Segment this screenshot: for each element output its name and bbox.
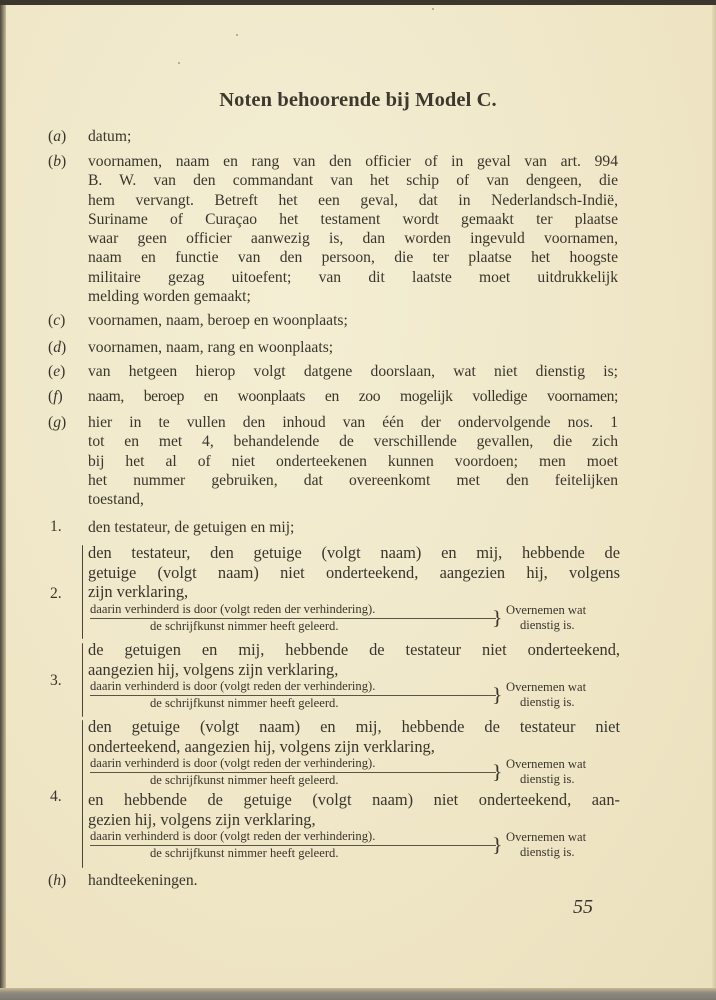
note-line: naam en functie van den persoon, die ter plaatse het hoogste <box>88 249 618 267</box>
note-label: (c) <box>48 312 66 329</box>
note-line: Suriname of Curaçao het testament wordt gemaakt ter plaatse <box>88 210 618 228</box>
note-line: tot en met 4, behandelende de verschillende gevallen, die zich <box>88 433 618 451</box>
note-label: (e) <box>48 363 66 380</box>
page-bottom-edge <box>0 988 716 1000</box>
case-line: onderteekend, aangezien hij, volgens zijn verklaring, <box>88 736 435 756</box>
case-line: aangezien hij, volgens zijn verklaring, <box>88 659 339 679</box>
note-line: toestand, <box>88 491 144 509</box>
brace-icon: } <box>492 605 503 629</box>
alternative-choice <box>88 756 620 790</box>
note-line: B. W. van den commandant van het schip of van dengeen, die <box>88 172 618 190</box>
brace-icon: } <box>492 760 503 783</box>
paper-speck <box>178 62 180 64</box>
alternative-option-b: de schrijfkunst nimmer heeft geleerd. <box>150 773 339 787</box>
alternative-option-a: daarin verhinderd is door (volgt reden der verhindering). <box>90 602 496 619</box>
brace-icon: } <box>492 833 503 856</box>
case-line: den getuige (volgt naam) en mij, hebbende de testateur niet <box>88 717 620 736</box>
alternative-choice <box>88 829 620 863</box>
note-line: militaire gezag uitoefent; van dit laatste moet uitdrukkelijk <box>88 268 618 286</box>
case-line: en hebbende de getuige (volgt naam) niet onderteekend, aan- <box>88 790 620 809</box>
paper-speck <box>432 8 434 10</box>
case-brace <box>82 545 83 639</box>
alternative-option-b: de schrijfkunst nimmer heeft geleerd. <box>150 696 339 710</box>
note-label: (d) <box>48 339 67 356</box>
case-brace <box>82 720 83 868</box>
note-e <box>48 362 618 381</box>
note-h <box>48 871 618 890</box>
note-line: het nummer gebruiken, dat overeenkomt met den feitelijken <box>88 471 618 489</box>
note-b <box>48 152 618 306</box>
instruction-text: dienstig is. <box>520 845 575 859</box>
case-brace <box>82 643 83 717</box>
note-line: datum; <box>88 128 132 145</box>
note-label: (g) <box>48 414 67 431</box>
case-4 <box>88 717 620 863</box>
note-line: waar geen officier aanwezig is, dan worden ingevuld voornamen, <box>88 230 618 248</box>
note-d <box>48 338 618 357</box>
alternative-choice <box>88 602 620 636</box>
page-right-edge <box>712 5 716 990</box>
case-line: den testateur, den getuige (volgt naam) en mij, hebbende de <box>88 543 620 562</box>
note-line: van hetgeen hierop volgt datgene doorslaan, wat niet dienstig is; <box>88 363 618 380</box>
page-binding-edge <box>0 5 6 1000</box>
case-2 <box>88 543 620 636</box>
case-line: zijn verklaring, <box>88 582 189 601</box>
note-g <box>48 413 618 509</box>
alternative-option-b: de schrijfkunst nimmer heeft geleerd. <box>150 846 339 860</box>
instruction-text: dienstig is. <box>520 617 575 632</box>
note-line: voornamen, naam, beroep en woonplaats; <box>88 312 348 329</box>
case-line: de getuigen en mij, hebbende de testateur niet onderteekend, <box>88 640 620 659</box>
instruction-text: Overnemen wat <box>506 830 587 844</box>
note-c <box>48 311 618 330</box>
note-label: (b) <box>48 153 67 170</box>
alternative-option-a: daarin verhinderd is door (volgt reden der verhindering). <box>90 829 496 846</box>
note-label: (a) <box>48 128 67 145</box>
case-line: getuige (volgt naam) niet onderteekend, aangezien hij, volgens <box>88 562 620 582</box>
case-line: gezien hij, volgens zijn verklaring, <box>88 809 316 829</box>
case-1 <box>48 518 618 537</box>
note-f <box>48 387 618 406</box>
instruction-text: Overnemen wat <box>506 602 587 617</box>
note-a <box>48 127 618 146</box>
brace-icon: } <box>492 683 503 706</box>
note-line: handteekeningen. <box>88 872 198 889</box>
note-line: bij het al of niet onderteekenen kunnen voordoen; men moet <box>88 452 618 470</box>
instruction-text: Overnemen wat <box>506 757 587 771</box>
case-text: den testateur, de getuigen en mij; <box>88 519 295 536</box>
case-number: 4. <box>50 788 62 805</box>
instruction-text: Overnemen wat <box>506 680 587 694</box>
note-line: hem vervangt. Betreft het een geval, dat in Nederlandsch-Indië, <box>88 191 618 209</box>
note-label: (f) <box>48 388 63 405</box>
alternative-choice <box>88 679 620 713</box>
case-number: 3. <box>50 672 62 689</box>
note-line: voornamen, naam en rang van den officier of in geval van art. 994 <box>88 153 618 170</box>
instruction-text: dienstig is. <box>520 772 575 786</box>
note-line: hier in te vullen den inhoud van één der ondervolgende nos. 1 <box>88 414 618 431</box>
case-number: 1. <box>50 518 62 535</box>
alternative-option-b: de schrijfkunst nimmer heeft geleerd. <box>150 618 339 633</box>
case-number: 2. <box>50 585 62 602</box>
note-label: (h) <box>48 872 67 889</box>
note-line: melding worden gemaakt; <box>88 288 251 306</box>
note-line: voornamen, naam, rang en woonplaats; <box>88 339 334 356</box>
page-number: 55 <box>573 896 593 918</box>
alternative-option-a: daarin verhinderd is door (volgt reden der verhindering). <box>90 756 496 773</box>
note-line: naam, beroep en woonplaats en zoo mogelijk volledige voornamen; <box>88 388 618 405</box>
instruction-text: dienstig is. <box>520 695 575 709</box>
alternative-option-a: daarin verhinderd is door (volgt reden der verhindering). <box>90 679 496 696</box>
paper-speck <box>236 34 238 36</box>
case-3 <box>88 640 620 713</box>
page-title: Noten behoorende bij Model C. <box>219 89 497 111</box>
